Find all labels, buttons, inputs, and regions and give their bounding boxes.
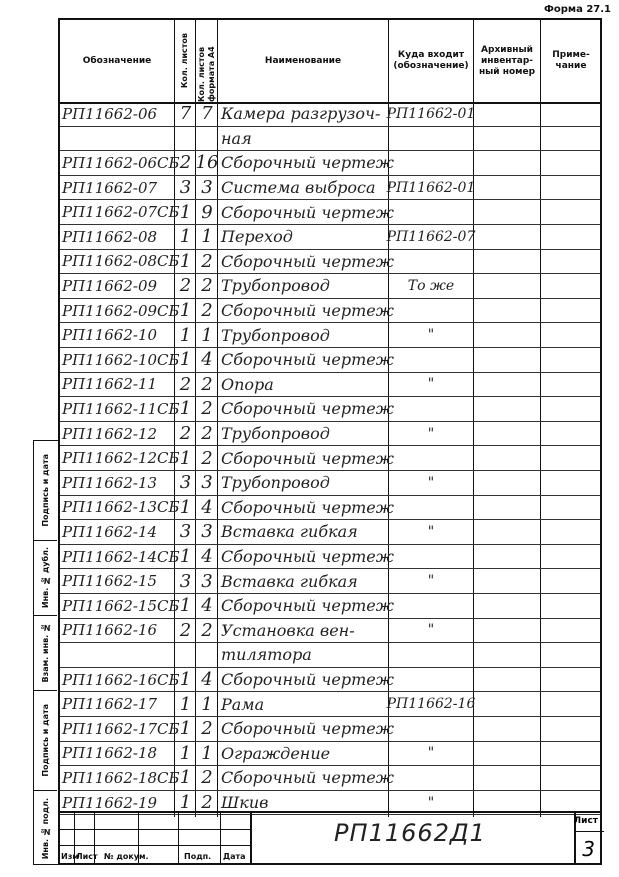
row-name: Сборочный чертеж bbox=[221, 670, 394, 690]
table-row bbox=[60, 373, 600, 398]
row-name: Вставка гибкая bbox=[221, 522, 358, 542]
row-a4: 4 bbox=[201, 595, 213, 617]
row-a4: 2 bbox=[201, 718, 213, 740]
table-row bbox=[60, 520, 600, 545]
row-code: РП11662-11СБ bbox=[62, 399, 180, 418]
row-code: РП11662-15 bbox=[62, 572, 158, 591]
row-sheets: 7 bbox=[179, 103, 192, 125]
table-row bbox=[60, 274, 600, 299]
title-block-date: Дата bbox=[223, 852, 246, 861]
row-name: Трубопровод bbox=[221, 424, 330, 444]
row-name: Трубопровод bbox=[221, 473, 330, 493]
row-name: Переход bbox=[221, 227, 293, 247]
row-a4: 4 bbox=[201, 546, 213, 568]
row-destination: РП11662-01 bbox=[386, 105, 476, 122]
title-block-sheet: Лист bbox=[76, 852, 98, 861]
row-a4: 2 bbox=[201, 398, 213, 420]
side-stamp bbox=[33, 440, 58, 865]
row-name: Сборочный чертеж bbox=[221, 596, 394, 616]
table-header bbox=[60, 20, 600, 104]
row-name: Камера разгрузоч- bbox=[221, 104, 381, 124]
row-destination bbox=[390, 545, 472, 569]
row-code: РП11662-17СБ bbox=[62, 719, 180, 738]
row-destination: " bbox=[427, 573, 435, 590]
row-sheets: 1 bbox=[179, 201, 192, 223]
row-destination: " bbox=[427, 376, 435, 393]
row-sheets: 2 bbox=[179, 373, 192, 395]
row-sheets: 1 bbox=[179, 742, 192, 764]
row-name: Сборочный чертеж bbox=[221, 202, 394, 222]
row-code: РП11662-14 bbox=[62, 522, 158, 541]
row-sheets: 2 bbox=[179, 423, 192, 445]
row-a4: 2 bbox=[201, 619, 213, 641]
row-sheets: 3 bbox=[179, 177, 192, 199]
row-code: РП11662-08 bbox=[62, 227, 158, 246]
row-a4: 2 bbox=[201, 250, 213, 272]
row-name: Опора bbox=[221, 374, 274, 394]
row-a4 bbox=[197, 127, 217, 151]
side-stamp-cell: Инв. № дубл. bbox=[34, 541, 57, 616]
row-a4 bbox=[197, 643, 217, 667]
row-code: РП11662-15СБ bbox=[62, 596, 180, 615]
row-code: РП11662-18 bbox=[62, 744, 158, 763]
document-number: РП11662Д1 bbox=[334, 819, 486, 847]
row-code: РП11662-12СБ bbox=[62, 449, 180, 468]
row-destination bbox=[390, 496, 472, 520]
table-row bbox=[60, 323, 600, 348]
sheet-number: 3 bbox=[582, 837, 595, 861]
row-destination bbox=[390, 717, 472, 741]
row-a4: 9 bbox=[201, 201, 213, 223]
row-sheets: 1 bbox=[179, 595, 192, 617]
table-row bbox=[60, 225, 600, 250]
row-name: Сборочный чертеж bbox=[221, 251, 394, 271]
row-sheets: 1 bbox=[179, 792, 192, 814]
row-a4: 3 bbox=[201, 177, 213, 199]
row-destination bbox=[390, 299, 472, 323]
row-sheets: 3 bbox=[179, 521, 192, 543]
title-block-sign: Подп. bbox=[184, 852, 212, 861]
row-sheets: 1 bbox=[179, 718, 192, 740]
row-a4: 16 bbox=[195, 152, 219, 174]
table-row bbox=[60, 176, 600, 201]
row-destination bbox=[390, 766, 472, 790]
row-sheets: 1 bbox=[179, 496, 192, 518]
row-name: ная bbox=[221, 128, 252, 148]
table-row bbox=[60, 422, 600, 447]
row-sheets: 1 bbox=[179, 669, 192, 691]
row-code: РП11662-14СБ bbox=[62, 547, 180, 566]
row-destination: " bbox=[427, 474, 435, 491]
row-name: тилятора bbox=[221, 645, 312, 665]
row-destination: РП11662-07 bbox=[386, 228, 476, 245]
row-name: Вставка гибкая bbox=[221, 571, 358, 591]
row-name: Сборочный чертеж bbox=[221, 719, 394, 739]
table-row bbox=[60, 446, 600, 471]
row-code: РП11662-19 bbox=[62, 793, 158, 812]
table-row bbox=[60, 200, 600, 225]
row-sheets: 1 bbox=[179, 324, 192, 346]
row-destination: " bbox=[427, 622, 435, 639]
row-a4: 3 bbox=[201, 570, 213, 592]
row-code: РП11662-10 bbox=[62, 326, 158, 345]
row-code: РП11662-06СБ bbox=[62, 153, 180, 172]
table-row bbox=[60, 668, 600, 693]
table-row bbox=[60, 643, 600, 668]
row-sheets: 1 bbox=[179, 349, 192, 371]
row-a4: 3 bbox=[201, 472, 213, 494]
row-sheets: 3 bbox=[179, 570, 192, 592]
table-row bbox=[60, 102, 600, 127]
row-destination bbox=[390, 397, 472, 421]
row-code: РП11662-06 bbox=[62, 104, 158, 123]
row-name: Шкив bbox=[221, 793, 269, 813]
row-sheets bbox=[176, 643, 195, 667]
row-a4: 2 bbox=[201, 767, 213, 789]
header-destination: Куда входит (обозначение) bbox=[393, 50, 469, 71]
row-destination bbox=[390, 643, 472, 667]
side-stamp-cell: Инв. № подл. bbox=[41, 797, 50, 860]
row-a4: 3 bbox=[201, 521, 213, 543]
row-name: Трубопровод bbox=[221, 325, 330, 345]
row-sheets: 1 bbox=[179, 767, 192, 789]
row-name: Сборочный чертеж bbox=[221, 153, 394, 173]
row-name: Система выброса bbox=[221, 178, 376, 198]
row-name: Сборочный чертеж bbox=[221, 301, 394, 321]
row-sheets: 2 bbox=[179, 619, 192, 641]
table-row bbox=[60, 127, 600, 152]
row-name: Трубопровод bbox=[221, 276, 330, 296]
sheet-label: Лист bbox=[573, 816, 598, 826]
row-sheets: 1 bbox=[179, 398, 192, 420]
header-name: Наименование bbox=[264, 55, 342, 66]
row-a4: 1 bbox=[201, 324, 213, 346]
row-destination: РП11662-01 bbox=[386, 179, 476, 196]
row-a4: 4 bbox=[201, 496, 213, 518]
row-sheets: 1 bbox=[179, 300, 192, 322]
row-destination: " bbox=[427, 327, 435, 344]
row-code: РП11662-11 bbox=[62, 375, 158, 394]
row-code: РП11662-16 bbox=[62, 621, 158, 640]
row-a4: 1 bbox=[201, 226, 213, 248]
table-row bbox=[60, 619, 600, 644]
row-destination bbox=[390, 200, 472, 224]
header-note: Приме- чание bbox=[552, 50, 590, 71]
table-row bbox=[60, 250, 600, 275]
table-row bbox=[60, 397, 600, 422]
table-row bbox=[60, 496, 600, 521]
row-code: РП11662-13 bbox=[62, 473, 158, 492]
table-row bbox=[60, 151, 600, 176]
row-code: РП11662-07 bbox=[62, 178, 158, 197]
row-destination bbox=[390, 594, 472, 618]
row-name: Рама bbox=[221, 694, 265, 714]
row-a4: 2 bbox=[201, 275, 213, 297]
table-row bbox=[60, 569, 600, 594]
row-name: Сборочный чертеж bbox=[221, 448, 394, 468]
row-sheets: 1 bbox=[179, 693, 192, 715]
row-destination: То же bbox=[407, 277, 455, 294]
row-destination bbox=[390, 151, 472, 175]
row-code: РП11662-09 bbox=[62, 276, 158, 295]
row-name: Ограждение bbox=[221, 743, 331, 763]
table-row bbox=[60, 545, 600, 570]
side-stamp-cell: Взам. инв. № bbox=[34, 616, 57, 691]
row-name: Сборочный чертеж bbox=[221, 768, 394, 788]
row-name: Установка вен- bbox=[221, 620, 355, 640]
side-stamp-cell: Подпись и дата bbox=[34, 441, 57, 541]
row-code: РП11662-09СБ bbox=[62, 301, 180, 320]
header-archive: Архивный инвентар- ный номер bbox=[478, 44, 536, 77]
row-a4: 2 bbox=[201, 423, 213, 445]
table-row bbox=[60, 766, 600, 791]
row-a4: 4 bbox=[201, 349, 213, 371]
row-a4: 2 bbox=[201, 373, 213, 395]
table-row bbox=[60, 594, 600, 619]
row-code: РП11662-13СБ bbox=[62, 498, 180, 517]
row-code: РП11662-12 bbox=[62, 424, 158, 443]
row-a4: 1 bbox=[201, 742, 213, 764]
row-sheets: 2 bbox=[179, 275, 192, 297]
title-block-change: Изм bbox=[61, 852, 79, 861]
row-destination: " bbox=[427, 794, 435, 811]
header-a4: Кол. листов формата А4 bbox=[196, 46, 216, 102]
row-a4: 2 bbox=[201, 447, 213, 469]
row-sheets: 1 bbox=[179, 546, 192, 568]
row-a4: 4 bbox=[201, 669, 213, 691]
form-number: Форма 27.1 bbox=[543, 4, 611, 15]
row-sheets: 1 bbox=[179, 447, 192, 469]
row-code: РП11662-07СБ bbox=[62, 203, 180, 222]
row-name: Сборочный чертеж bbox=[221, 547, 394, 567]
row-name: Сборочный чертеж bbox=[221, 350, 394, 370]
row-sheets: 3 bbox=[179, 472, 192, 494]
row-destination: " bbox=[427, 523, 435, 540]
row-sheets: 2 bbox=[179, 152, 192, 174]
specification-table bbox=[58, 18, 602, 865]
row-code: РП11662-10СБ bbox=[62, 350, 180, 369]
table-row bbox=[60, 471, 600, 496]
row-a4: 2 bbox=[201, 792, 213, 814]
row-code bbox=[62, 127, 174, 151]
row-sheets: 1 bbox=[179, 250, 192, 272]
row-code: РП11662-17 bbox=[62, 695, 158, 714]
row-a4: 7 bbox=[201, 103, 213, 125]
table-row bbox=[60, 717, 600, 742]
row-destination: " bbox=[427, 425, 435, 442]
row-code: РП11662-18СБ bbox=[62, 768, 180, 787]
row-name: Сборочный чертеж bbox=[221, 399, 394, 419]
row-destination bbox=[390, 348, 472, 372]
table-row bbox=[60, 692, 600, 717]
table-row bbox=[60, 742, 600, 767]
header-code: Обозначение bbox=[82, 55, 152, 66]
table-row bbox=[60, 299, 600, 324]
row-destination bbox=[390, 668, 472, 692]
row-code bbox=[62, 643, 174, 667]
header-sheets: Кол. листов bbox=[180, 33, 189, 89]
row-destination bbox=[390, 127, 472, 151]
title-block bbox=[60, 811, 600, 863]
row-name: Сборочный чертеж bbox=[221, 497, 394, 517]
row-destination bbox=[390, 446, 472, 470]
row-code: РП11662-08СБ bbox=[62, 252, 180, 271]
table-row bbox=[60, 348, 600, 373]
row-destination: " bbox=[427, 745, 435, 762]
side-stamp-cell: Подпись и дата bbox=[34, 691, 57, 791]
row-code: РП11662-16СБ bbox=[62, 670, 180, 689]
row-a4: 1 bbox=[201, 693, 213, 715]
row-destination bbox=[390, 250, 472, 274]
row-a4: 2 bbox=[201, 300, 213, 322]
title-block-docno: № докум. bbox=[104, 852, 149, 861]
row-destination: РП11662-16 bbox=[386, 696, 476, 713]
row-sheets: 1 bbox=[179, 226, 192, 248]
row-sheets bbox=[176, 127, 195, 151]
